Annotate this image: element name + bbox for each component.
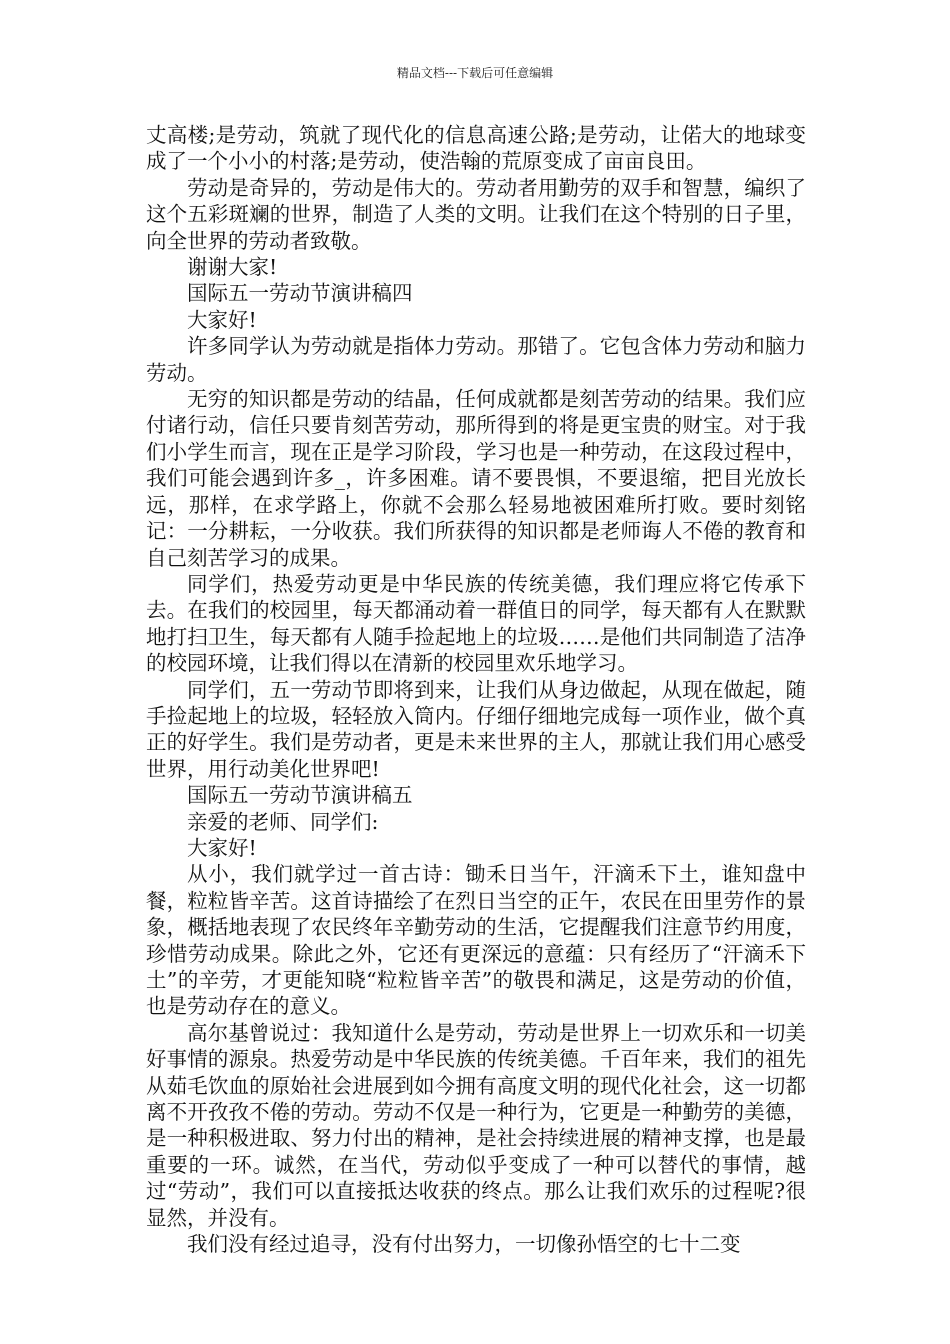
- closing-line: 谢谢大家!: [187, 255, 278, 280]
- paragraph: 无穷的知识都是劳动的结晶，任何成就都是刻苦劳动的结果。我们应付诸行动，信任只要肯刻苦劳动，那所得到的将是更宝贵的财宝。对于我们小学生而言，现在正是学习阶段，学习也是一种劳动，在这段过程中，我们可能会遇到许多_，许多困难。请不要畏惧，不要退缩，把目光放长远，那样，在求学路上，你就不会那么轻易地被困难所打败。要时刻铭记：一分耕耘，一分收获。我们所获得的知识都是老师诲人不倦的教育和自己刻苦学习的成果。: [146, 387, 806, 570]
- paragraph: 劳动是奇异的，劳动是伟大的。劳动者用勤劳的双手和智慧，编织了这个五彩斑斓的世界，制造了人类的文明。让我们在这个特别的日子里，向全世界的劳动者致敬。: [146, 175, 806, 253]
- paragraph: 高尔基曾说过：我知道什么是劳动，劳动是世界上一切欢乐和一切美好事情的源泉。热爱劳动是中华民族的传统美德。千百年来，我们的祖先从茹毛饮血的原始社会进展到如今拥有高度文明的现代化社会，这一切都离不开孜孜不倦的劳动。劳动不仅是一种行为，它更是一种勤劳的美德，是一种积极进取、努力付出的精神，是社会持续进展的精神支撑，也是最重要的一环。诚然，在当代，劳动似乎变成了一种可以替代的事情，越过“劳动”，我们可以直接抵达收获的终点。那么让我们欢乐的过程呢?很显然，并没有。: [146, 1020, 806, 1230]
- page-header: 精品文档---下载后可任意编辑: [396, 66, 554, 80]
- greeting: 大家好!: [187, 835, 257, 860]
- paragraph: 同学们，热爱劳动更是中华民族的传统美德，我们理应将它传承下去。在我们的校园里，每天都涌动着一群值日的同学，每天都有人在默默地打扫卫生，每天都有人随手捡起地上的垃圾……是他们共同制造了洁净的校园环境，让我们得以在清新的校园里欢乐地学习。: [146, 571, 806, 676]
- greeting: 大家好!: [187, 307, 257, 332]
- paragraph: 许多同学认为劳动就是指体力劳动。那错了。它包含体力劳动和脑力劳动。: [146, 334, 806, 385]
- document-body: [146, 122, 806, 1257]
- section-title: 国际五一劳动节演讲稿五: [187, 783, 413, 808]
- paragraph: 同学们，五一劳动节即将到来，让我们从身边做起，从现在做起，随手捡起地上的垃圾，轻轻放入筒内。仔细仔细地完成每一项作业，做个真正的好学生。我们是劳动者，更是未来世界的主人，那就让我们用心感受世界，用行动美化世界吧!: [146, 677, 806, 781]
- paragraph: 丈高楼;是劳动，筑就了现代化的信息高速公路;是劳动，让偌大的地球变成了一个小小的村落;是劳动，使浩翰的荒原变成了亩亩良田。: [146, 123, 806, 174]
- section-title: 国际五一劳动节演讲稿四: [187, 281, 413, 306]
- paragraph: 我们没有经过追寻，没有付出努力，一切像孙悟空的七十二变: [187, 1232, 741, 1257]
- paragraph: 从小，我们就学过一首古诗：锄禾日当午，汗滴禾下土，谁知盘中餐，粒粒皆辛苦。这首诗描绘了在烈日当空的正午，农民在田里劳作的景象，概括地表现了农民终年辛勤劳动的生活，它提醒我们注意节约用度，珍惜劳动成果。除此之外，它还有更深远的意蕴：只有经历了“汗滴禾下土”的辛劳，才更能知晓“粒粒皆辛苦”的敬畏和满足，这是劳动的价值，也是劳动存在的意义。: [146, 862, 806, 1019]
- salutation: 亲爱的老师、同学们:: [187, 809, 379, 834]
